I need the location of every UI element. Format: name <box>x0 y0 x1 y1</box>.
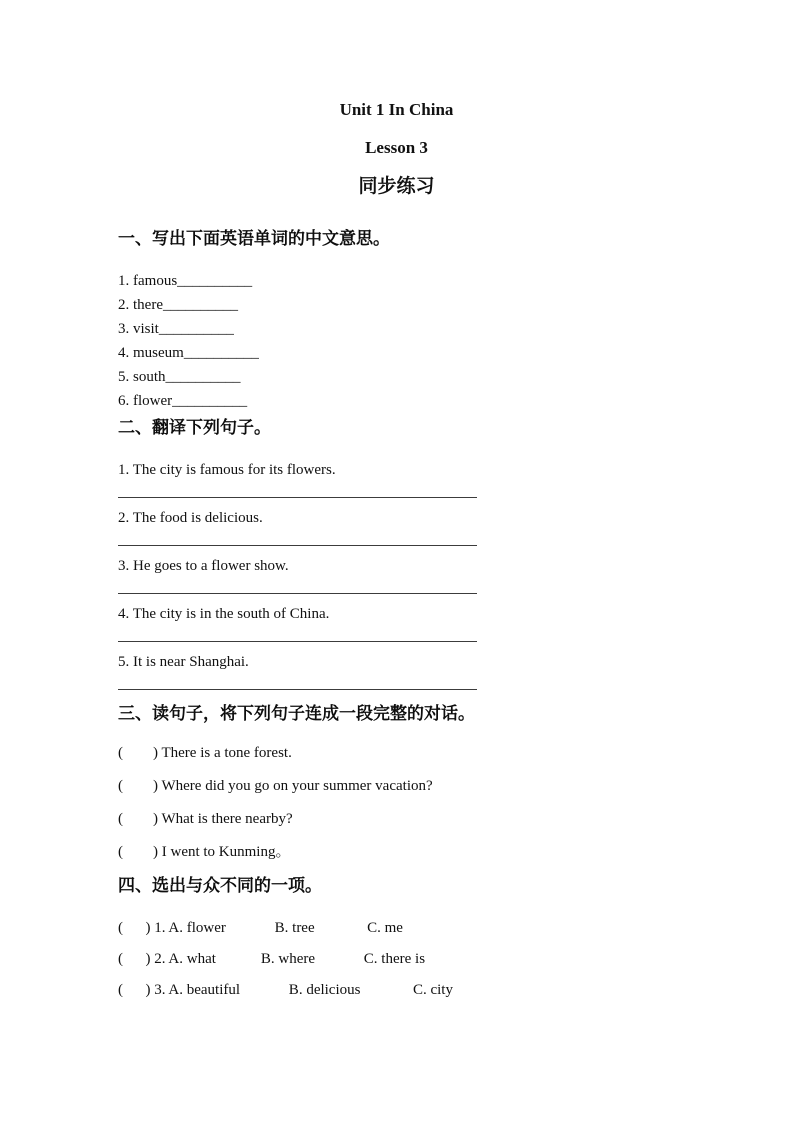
vocab-item-2: 2. there__________ <box>118 297 238 313</box>
choice-row-1: ( ) 1. A. flower B. tree C. me <box>118 920 403 936</box>
section3-heading: 三、读句子，将下列句子连成一段完整的对话。 <box>118 704 475 723</box>
unit-title: Unit 1 In China <box>339 100 454 119</box>
vocab-item-6: 6. flower__________ <box>118 393 248 409</box>
translate-sentence-3: 3. He goes to a flower show. <box>118 558 289 574</box>
section1-heading: 一、写出下面英语单词的中文意思。 <box>118 229 390 248</box>
dialogue-item-2: ( ) Where did you go on your summer vacation? <box>118 778 433 794</box>
translate-sentence-5: 5. It is near Shanghai. <box>118 654 249 670</box>
writing-line <box>118 593 477 594</box>
dialogue-item-3: ( ) What is there nearby? <box>118 811 293 827</box>
writing-line <box>118 497 477 498</box>
dialogue-item-1: ( ) There is a tone forest. <box>118 745 292 761</box>
writing-line <box>118 545 477 546</box>
choice-row-2: ( ) 2. A. what B. where C. there is <box>118 951 426 967</box>
vocab-item-3: 3. visit__________ <box>118 321 234 337</box>
practice-title: 同步练习 <box>358 176 435 197</box>
choice-row-3: ( ) 3. A. beautiful B. delicious C. city <box>118 982 453 998</box>
translate-sentence-1: 1. The city is famous for its flowers. <box>118 462 336 478</box>
vocab-item-4: 4. museum__________ <box>118 345 259 361</box>
section4-heading: 四、选出与众不同的一项。 <box>118 876 322 895</box>
section2-heading: 二、翻译下列句子。 <box>118 418 271 437</box>
worksheet-header <box>118 100 675 198</box>
dialogue-item-4: ( ) I went to Kunming。 <box>118 844 291 860</box>
writing-line <box>118 689 477 690</box>
writing-line <box>118 641 477 642</box>
vocab-item-1: 1. famous__________ <box>118 273 253 289</box>
section-dialogue-order <box>118 703 675 862</box>
vocab-item-5: 5. south__________ <box>118 369 241 385</box>
lesson-title: Lesson 3 <box>365 138 428 157</box>
translate-sentence-2: 2. The food is delicious. <box>118 510 263 526</box>
section-translation <box>118 417 675 690</box>
section-vocabulary <box>118 228 675 413</box>
translate-sentence-4: 4. The city is in the south of China. <box>118 606 330 622</box>
section-odd-one-out <box>118 875 675 1000</box>
